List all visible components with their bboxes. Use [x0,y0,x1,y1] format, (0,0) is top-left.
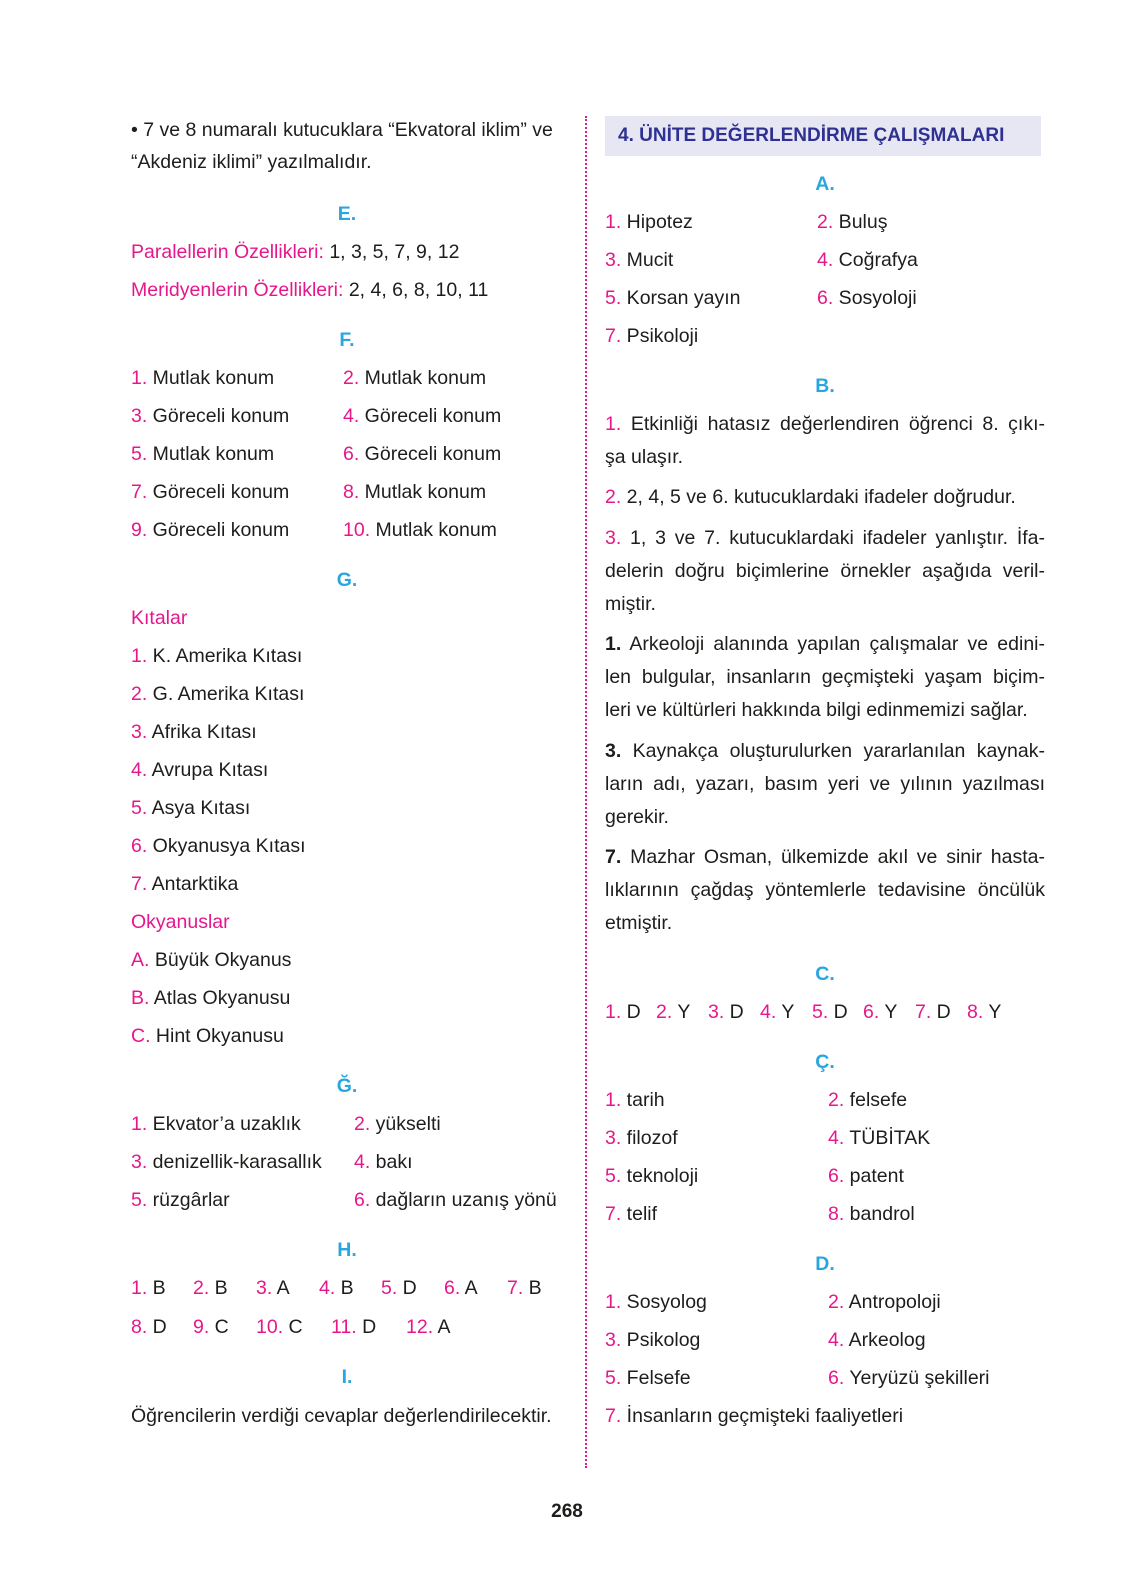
list-item: C. Hint Okyanusu [131,1025,284,1047]
list-item: 3. Psikolog [605,1329,701,1351]
b-q1-line1: 1. Arkeoloji alanında yapılan çalışmalar ve edini- [605,633,1045,655]
answer-item: 1. D [605,1001,641,1023]
list-item: 4. Göreceli konum [343,405,502,427]
b-q3-line1: 3. Kaynakça oluşturulurken yararlanılan kaynak- [605,740,1045,762]
list-item: 6. Okyanusya Kıtası [131,835,306,857]
list-item: 4. Avrupa Kıtası [131,759,269,781]
section-cedilla-heading: Ç. [815,1051,835,1073]
list-item: 5. rüzgârlar [131,1189,230,1211]
list-item: 4. bakı [354,1151,413,1173]
list-item: 1. Ekvator’a uzaklık [131,1113,301,1135]
answer-item: 8. D [131,1316,167,1338]
b-p3-line1: 3. 1, 3 ve 7. kutucuklardaki ifadeler yanlıştır. İfa- [605,527,1045,549]
b-q1-line3: leri ve kültürleri hakkında bilgi edinmemizi sağlar. [605,699,1028,721]
list-item: A. Büyük Okyanus [131,949,292,971]
answer-item: 3. A [256,1277,290,1299]
list-item: 3. filozof [605,1127,678,1149]
oceans-title: Okyanuslar [131,911,230,933]
answer-item: 7. B [507,1277,542,1299]
list-item: 1. K. Amerika Kıtası [131,645,303,667]
answer-item: 12. A [406,1316,451,1338]
list-item: 5. Asya Kıtası [131,797,251,819]
continents-title: Kıtalar [131,607,188,629]
list-item: 3. Afrika Kıtası [131,721,257,743]
section-a-heading: A. [815,173,835,195]
answer-item: 6. A [444,1277,478,1299]
section-gbreve-heading: Ğ. [336,1075,358,1097]
b-p2-line1: 2. 2, 4, 5 ve 6. kutucuklardaki ifadeler doğrudur. [605,486,1016,508]
answer-item: 6. Y [863,1001,898,1023]
list-item: 9. Göreceli konum [131,519,290,541]
column-divider [585,116,587,1468]
intro-line-1: • 7 ve 8 numaralı kutucuklara “Ekvatoral iklim” ve [131,119,553,141]
list-item: 6. Yeryüzü şekilleri [828,1367,990,1389]
section-c-heading: C. [815,963,835,985]
list-item: 7. Psikoloji [605,325,699,347]
list-item: 3. denizellik-karasallık [131,1151,322,1173]
section-e-heading: E. [337,203,357,225]
list-item: 4. TÜBİTAK [828,1127,931,1149]
b-p3-line2: delerin doğru biçimlerine örnekler aşağıda veril- [605,560,1045,582]
list-item: 2. felsefe [828,1089,908,1111]
answer-item: 2. B [193,1277,228,1299]
section-i-heading: I. [341,1366,353,1388]
meridians-row: Meridyenlerin Özellikleri: 2, 4, 6, 8, 10, 11 [131,279,489,301]
list-item: 7. Göreceli konum [131,481,290,503]
answer-item: 1. B [131,1277,166,1299]
list-item: 5. teknoloji [605,1165,699,1187]
list-item: B. Atlas Okyanusu [131,987,291,1009]
list-item: 7. İnsanların geçmişteki faaliyetleri [605,1405,904,1427]
list-item: 10. Mutlak konum [343,519,497,541]
list-item: 8. Mutlak konum [343,481,487,503]
list-item: 1. Sosyolog [605,1291,707,1313]
parallels-row: Paralellerin Özellikleri: 1, 3, 5, 7, 9, 12 [131,241,460,263]
answer-item: 9. C [193,1316,229,1338]
intro-line-2: “Akdeniz iklimi” yazılmalıdır. [131,151,372,173]
list-item: 6. Sosyoloji [817,287,917,309]
answer-item: 10. C [256,1316,303,1338]
b-q1-line2: len bulgular, insanların geçmişteki yaşam biçim- [605,666,1045,688]
b-p1-line1: 1. Etkinliği hatasız değerlendiren öğrenci 8. çıkı- [605,413,1045,435]
b-q7-line1: 7. Mazhar Osman, ülkemizde akıl ve sinir hasta- [605,846,1045,868]
b-q7-line3: etmiştir. [605,912,673,934]
answer-item: 2. Y [656,1001,691,1023]
unit-banner-title: 4. ÜNİTE DEĞERLENDİRME ÇALIŞMALARI [618,125,1005,146]
section-d-heading: D. [815,1253,835,1275]
answer-item: 4. Y [760,1001,795,1023]
answer-item: 11. D [331,1316,377,1338]
list-item: 3. Göreceli konum [131,405,290,427]
section-i-text: Öğrencilerin verdiği cevaplar değerlendirilecektir. [131,1405,552,1427]
list-item: 1. Hipotez [605,211,693,233]
list-item: 2. yükselti [354,1113,441,1135]
answer-item: 8. Y [967,1001,1002,1023]
list-item: 5. Korsan yayın [605,287,741,309]
list-item: 7. telif [605,1203,658,1225]
list-item: 6. patent [828,1165,904,1187]
page-number: 268 [551,1501,583,1522]
list-item: 2. Mutlak konum [343,367,487,389]
list-item: 2. Antropoloji [828,1291,941,1313]
answer-item: 5. D [381,1277,417,1299]
list-item: 6. dağların uzanış yönü [354,1189,557,1211]
section-g-heading: G. [336,569,358,591]
list-item: 2. G. Amerika Kıtası [131,683,305,705]
list-item: 7. Antarktika [131,873,239,895]
answer-item: 5. D [812,1001,848,1023]
list-item: 8. bandrol [828,1203,915,1225]
b-q3-line2: ların adı, yazarı, basım yeri ve yılının yazılması [605,773,1045,795]
b-p3-line3: miştir. [605,593,656,615]
b-q3-line3: gerekir. [605,806,669,828]
list-item: 1. Mutlak konum [131,367,275,389]
answer-item: 7. D [915,1001,951,1023]
section-f-heading: F. [339,329,355,351]
unit-banner [605,116,1041,156]
list-item: 5. Felsefe [605,1367,691,1389]
answer-item: 4. B [319,1277,354,1299]
answer-item: 3. D [708,1001,744,1023]
b-p1-line2: şa ulaşır. [605,446,684,468]
list-item: 1. tarih [605,1089,665,1111]
list-item: 4. Arkeolog [828,1329,926,1351]
list-item: 2. Buluş [817,211,888,233]
list-item: 3. Mucit [605,249,674,271]
list-item: 6. Göreceli konum [343,443,502,465]
b-q7-line2: lıklarının çağdaş yöntemlerle tedavisine öncülük [605,879,1045,901]
section-b-heading: B. [815,375,835,397]
list-item: 5. Mutlak konum [131,443,275,465]
list-item: 4. Coğrafya [817,249,918,271]
section-h-heading: H. [337,1239,357,1261]
